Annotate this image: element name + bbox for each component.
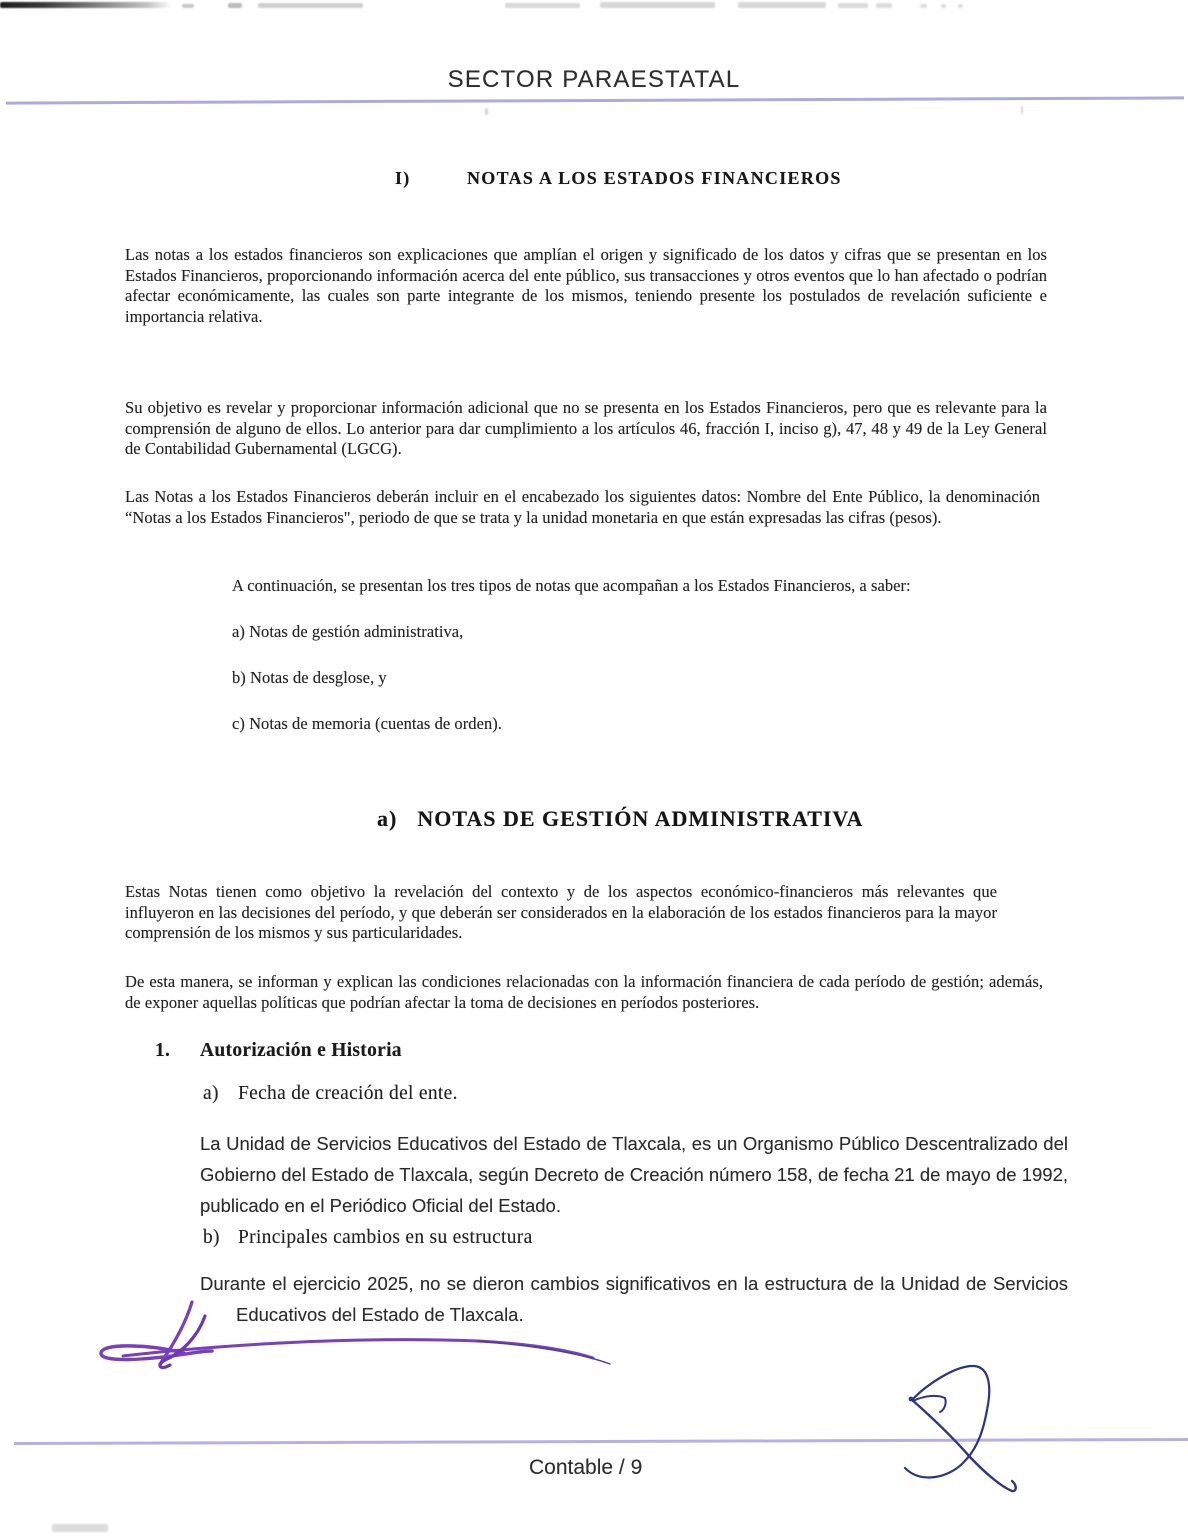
intro-paragraph-2: Su objetivo es revelar y proporcionar información adicional que no se presenta en los Estados Financieros, pero que es relevante para la comprensión de alguno de ellos. Lo anterior para dar cumplimiento a los artículos 46, fracción I, inciso g), 47, 48 y 49 de la Ley General de Contabilidad Gubernamental (LGCG). bbox=[125, 398, 1047, 459]
gestion-paragraph-2: De esta manera, se informan y explican las condiciones relacionadas con la información financiera de cada período de gestión; además, de exponer aquellas políticas que podrían afectar la toma de decisiones en períodos posteriores. bbox=[125, 972, 1043, 1012]
intro-lead-in: A continuación, se presentan los tres tipos de notas que acompañan a los Estados Financieros, a saber: bbox=[232, 576, 911, 595]
doc-title: NOTAS A LOS ESTADOS FINANCIEROS bbox=[467, 168, 842, 188]
scan-artifact bbox=[941, 4, 946, 8]
signature-right bbox=[893, 1360, 1033, 1510]
scan-artifact bbox=[876, 3, 892, 8]
scan-artifact bbox=[228, 3, 242, 8]
scan-artifact bbox=[600, 2, 715, 8]
gestion-heading-numeral: a) bbox=[377, 806, 398, 831]
intro-paragraph-1: Las notas a los estados financieros son explicaciones que amplían el origen y significado de los datos y cifras que se presentan en los Estados Financieros, proporcionando información acerca del ente público, sus transacciones y otros eventos que lo han afectado o podrían afectar económicamente, las cuales son parte integrante de los mismos, teniendo presente los postulados de revelación suficiente e importancia relativa. bbox=[125, 245, 1047, 326]
scan-artifact bbox=[958, 4, 963, 8]
doc-title-numeral: I) bbox=[395, 168, 411, 188]
note-type-item-a: a) Notas de gestión administrativa, bbox=[232, 622, 464, 641]
scan-artifact bbox=[1021, 106, 1023, 114]
item-a-body: La Unidad de Servicios Educativos del Estado de Tlaxcala, es un Organismo Público Descentralizado del Gobierno del Estado de Tlaxcala, según Decreto de Creación número 158, de fecha 21 de mayo de 1992, publicado en el Periódico Oficial del Estado. bbox=[200, 1133, 1068, 1216]
section-1-heading: Autorización e Historia bbox=[200, 1040, 402, 1061]
scan-artifact bbox=[258, 3, 363, 8]
gestion-heading-label: NOTAS DE GESTIÓN ADMINISTRATIVA bbox=[417, 806, 864, 831]
scan-artifact-bottom bbox=[52, 1524, 108, 1532]
scan-artifact bbox=[505, 3, 580, 8]
item-a-numeral: a) bbox=[203, 1083, 219, 1104]
item-b-body-line-1: Durante el ejercicio 2025, no se dieron cambios significativos en la estructura de la Unidad de Servicios bbox=[200, 1273, 1068, 1294]
header-rule bbox=[6, 96, 1184, 104]
scan-artifact bbox=[182, 4, 194, 8]
note-type-item-c: c) Notas de memoria (cuentas de orden). bbox=[232, 714, 502, 733]
section-1-number: 1. bbox=[155, 1040, 171, 1061]
scan-artifact bbox=[920, 4, 927, 8]
item-b-heading: Principales cambios en su estructura bbox=[238, 1227, 533, 1248]
scan-artifact bbox=[485, 108, 488, 115]
signature-left bbox=[88, 1296, 618, 1378]
scan-artifact bbox=[738, 2, 826, 8]
gestion-paragraph-1: Estas Notas tienen como objetivo la revelación del contexto y de los aspectos económico-financieros más relevantes que influyeron en las decisiones del período, y que deberán ser considerados en la elaboración de los estados financieros para la mayor comprensión de los mismos y sus particularidades. bbox=[125, 882, 997, 943]
intro-paragraph-3: Las Notas a los Estados Financieros deberán incluir en el encabezado los siguientes datos: Nombre del Ente Público, la denominación “Notas a los Estados Financieros", periodo de que se trata y la unidad monetaria en que están expresadas las cifras (pesos). bbox=[125, 487, 1040, 527]
scan-artifact-topbar bbox=[0, 2, 172, 8]
note-type-item-b: b) Notas de desglose, y bbox=[232, 668, 387, 687]
page-number: Contable / 9 bbox=[529, 1456, 643, 1479]
page-header-title: SECTOR PARAESTATAL bbox=[447, 66, 741, 93]
gestion-section-heading bbox=[377, 806, 863, 832]
item-b-body-line-2: Educativos del Estado de Tlaxcala. bbox=[236, 1304, 524, 1325]
item-a-heading: Fecha de creación del ente. bbox=[238, 1083, 458, 1104]
scan-artifact bbox=[838, 3, 868, 8]
item-b-numeral: b) bbox=[203, 1227, 220, 1248]
